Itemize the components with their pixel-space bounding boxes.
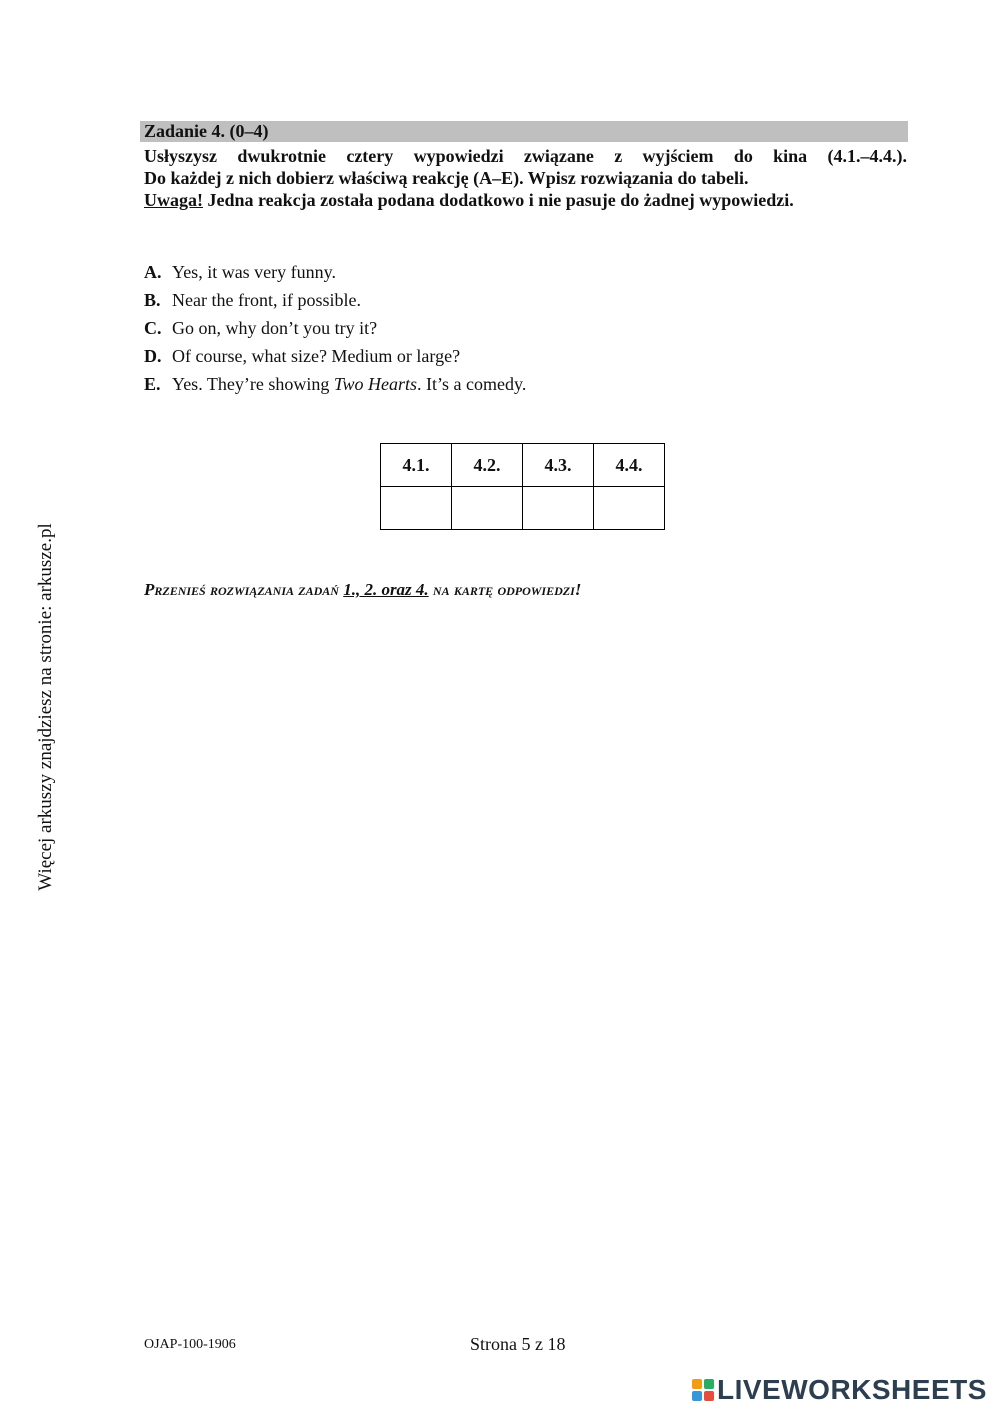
answer-cell-4-3[interactable] — [523, 487, 594, 530]
answer-table — [380, 443, 665, 530]
options-list — [144, 258, 526, 398]
answer-header-4-4: 4.4. — [594, 444, 665, 487]
transfer-note-tasks: 1., 2. oraz 4. — [343, 580, 429, 599]
option-c — [144, 314, 526, 342]
option-text-before: Yes. They’re showing — [172, 374, 334, 394]
logo-square — [704, 1379, 714, 1389]
option-e — [144, 370, 526, 398]
logo-square — [692, 1379, 702, 1389]
instruction-line-2: Do każdej z nich dobierz właściwą reakcję (A–E). Wpisz rozwiązania do tabeli. — [144, 168, 749, 188]
instruction-line-1: Usłyszysz dwukrotnie cztery wypowiedzi związane z wyjściem do kina (4.1.–4.4.). — [144, 146, 907, 166]
option-d — [144, 342, 526, 370]
logo-square — [704, 1391, 714, 1401]
instruction-line-3 — [144, 189, 907, 211]
option-text-after: . It’s a comedy. — [417, 374, 527, 394]
liveworksheets-logo-icon — [692, 1379, 714, 1401]
option-text: Near the front, if possible. — [172, 290, 361, 310]
option-text: Yes, it was very funny. — [172, 262, 336, 282]
answer-header-4-2: 4.2. — [452, 444, 523, 487]
warning-text: Jedna reakcja została podana dodatkowo i nie pasuje do żadnej wypowiedzi. — [203, 190, 794, 210]
answer-table-header-row — [381, 444, 665, 487]
option-text: Go on, why don’t you try it? — [172, 318, 378, 338]
answer-header-4-3: 4.3. — [523, 444, 594, 487]
brand[interactable] — [692, 1375, 987, 1405]
option-letter: B. — [144, 290, 161, 310]
answer-cell-4-4[interactable] — [594, 487, 665, 530]
option-letter: D. — [144, 346, 162, 366]
answer-cell-4-2[interactable] — [452, 487, 523, 530]
task-instructions — [144, 145, 907, 211]
answer-table-input-row — [381, 487, 665, 530]
answer-cell-4-1[interactable] — [381, 487, 452, 530]
transfer-note-part1: Przenieś rozwiązania zadań — [144, 580, 344, 599]
option-text: Of course, what size? Medium or large? — [172, 346, 461, 366]
warning-label: Uwaga! — [144, 190, 203, 210]
movie-title: Two Hearts — [333, 374, 418, 394]
footer-code: OJAP-100-1906 — [144, 1337, 236, 1352]
transfer-note-part2: na kartę odpowiedzi! — [428, 580, 582, 599]
option-letter: E. — [144, 374, 161, 394]
logo-square — [692, 1391, 702, 1401]
task-header: Zadanie 4. (0–4) — [140, 121, 908, 142]
brand-name: LIVEWORKSHEETS — [717, 1374, 987, 1405]
side-note: Więcej arkuszy znajdziesz na stronie: arkusze.pl — [35, 523, 56, 891]
option-letter: C. — [144, 318, 162, 338]
answer-header-4-1: 4.1. — [381, 444, 452, 487]
option-b — [144, 286, 526, 314]
option-a — [144, 258, 526, 286]
transfer-note — [144, 579, 581, 601]
option-letter: A. — [144, 262, 162, 282]
footer-page-number: Strona 5 z 18 — [470, 1334, 566, 1354]
